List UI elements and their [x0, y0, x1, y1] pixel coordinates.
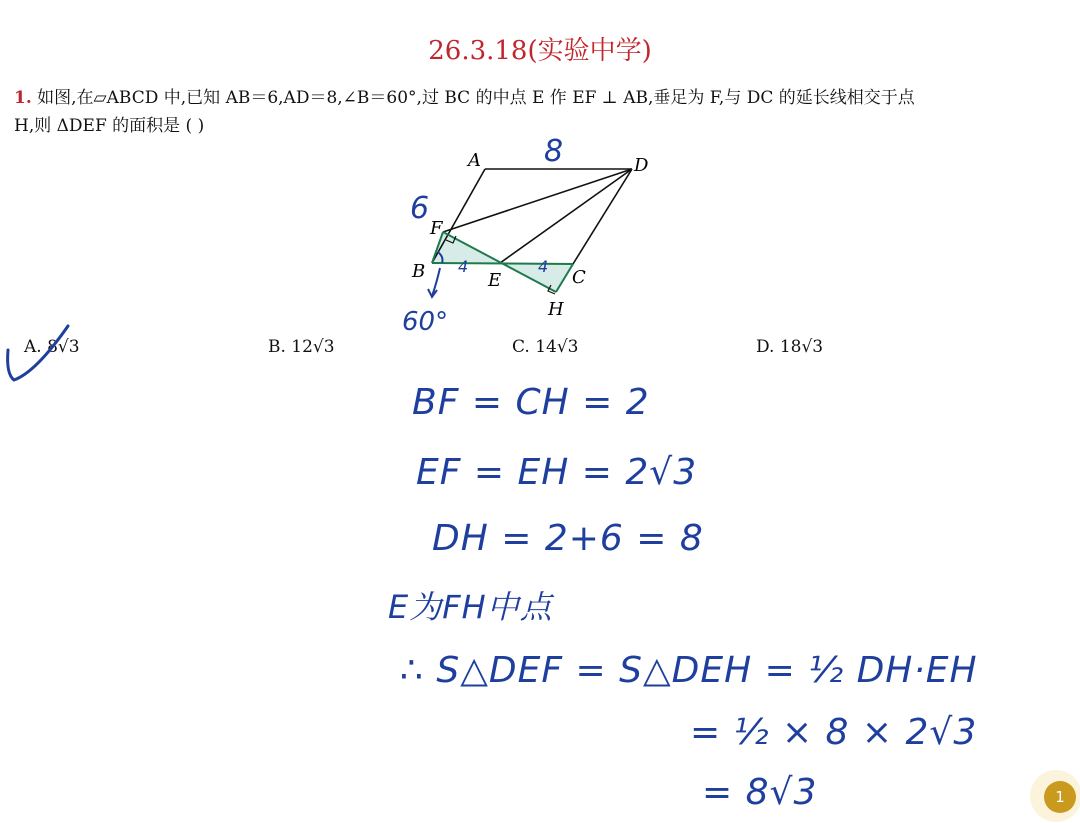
- work-line-5: ∴ S△DEF = S△DEH = ½ DH·EH: [400, 650, 978, 691]
- option-c[interactable]: C. 14√3: [512, 337, 579, 357]
- answer-options: [0, 337, 1080, 365]
- work-line-1: BF = CH = 2: [412, 382, 650, 423]
- angle-b-note: 60°: [402, 307, 449, 337]
- point-b-label: B: [412, 261, 426, 282]
- be-mark-note: 4: [458, 257, 469, 276]
- ad-length-note: 8: [544, 134, 564, 169]
- point-e-label: E: [488, 270, 502, 291]
- work-line-3: DH = 2+6 = 8: [432, 518, 704, 559]
- page-title: 26.3.18(实验中学): [428, 36, 652, 66]
- work-line-6: = ½ × 8 × 2√3: [690, 712, 978, 753]
- question-number: 1.: [14, 88, 32, 108]
- point-a-label: A: [468, 150, 481, 171]
- point-f-label: F: [430, 218, 443, 239]
- page-number: 1: [1044, 781, 1076, 813]
- question-line-1: 如图,在▱ABCD 中,已知 AB＝6,AD＝8,∠B＝60°,过 BC 的中点 E 作 EF ⊥ AB,垂足为 F,与 DC 的延长线相交于点: [37, 88, 915, 108]
- work-line-2: EF = EH = 2√3: [416, 452, 698, 493]
- segment-df: [443, 169, 632, 232]
- option-d[interactable]: D. 18√3: [756, 337, 824, 357]
- checkmark-icon: [0, 0, 100, 390]
- option-b[interactable]: B. 12√3: [268, 337, 335, 357]
- segment-dc: [573, 169, 632, 264]
- option-a[interactable]: A. 8√3: [24, 337, 80, 357]
- segment-de: [500, 169, 632, 263]
- geometry-figure: [380, 130, 680, 340]
- point-d-label: D: [634, 155, 649, 176]
- work-line-7: = 8√3: [702, 772, 818, 813]
- work-line-4: E为FH中点: [388, 588, 553, 626]
- angle-arrow: [428, 268, 440, 297]
- point-h-label: H: [548, 299, 564, 320]
- point-c-label: C: [572, 267, 586, 288]
- question-line-2: H,则 ΔDEF 的面积是 ( ): [14, 116, 205, 136]
- ec-mark-note: 4: [538, 257, 549, 276]
- ab-length-note: 6: [410, 191, 430, 226]
